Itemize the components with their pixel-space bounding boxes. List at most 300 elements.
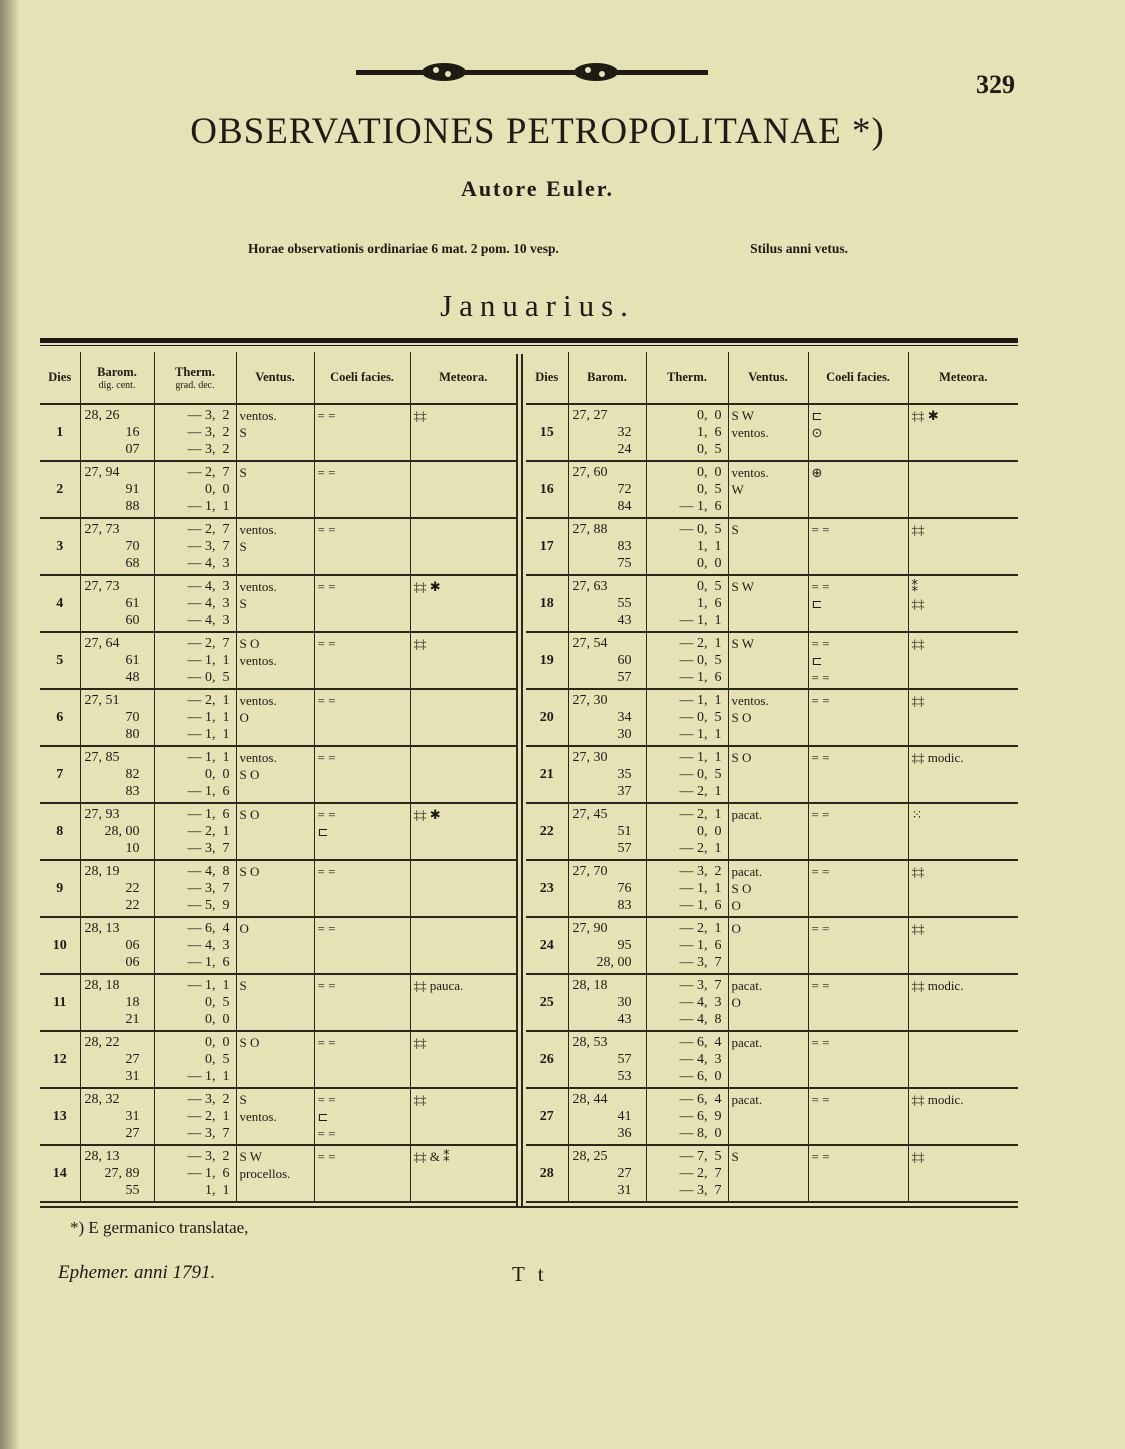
thermometer-value: — 1, 1 — [679, 613, 722, 628]
thermometer-value: — 7, 5 — [679, 1149, 722, 1164]
barometer-value: 57 — [617, 1052, 632, 1067]
sky-readings — [808, 860, 908, 917]
sky-readings — [314, 404, 410, 461]
meteora-readings — [410, 689, 516, 746]
day-number: 1 — [40, 404, 80, 461]
thermometer-value: — 3, 7 — [679, 978, 722, 993]
sky-value: ⊙ — [811, 425, 823, 440]
thermometer-readings — [646, 518, 728, 575]
thermometer-readings — [154, 917, 236, 974]
sky-readings — [808, 404, 908, 461]
header-ventus: Ventus. — [728, 352, 808, 404]
meteora-value: ‡‡ — [413, 636, 427, 651]
barometer-readings — [80, 803, 154, 860]
meteora-readings — [410, 1145, 516, 1202]
wind-value: S O — [239, 864, 260, 879]
table-row — [40, 803, 516, 860]
thermometer-value: 0, 0 — [205, 1035, 230, 1050]
barometer-readings — [80, 575, 154, 632]
wind-readings — [236, 575, 314, 632]
thermometer-value: — 1, 1 — [187, 499, 230, 514]
thermometer-value: 0, 5 — [697, 482, 722, 497]
meteora-value: ‡‡ — [413, 1092, 427, 1107]
table-row — [40, 974, 516, 1031]
thermometer-value: — 3, 7 — [187, 539, 230, 554]
barometer-readings — [80, 461, 154, 518]
wind-value: S O — [731, 750, 752, 765]
sky-value: = = — [317, 1149, 336, 1164]
thermometer-value: 1, 6 — [697, 425, 722, 440]
top-thick-rule — [40, 338, 1018, 343]
meteora-readings — [410, 575, 516, 632]
thermometer-value: 1, 6 — [697, 596, 722, 611]
sky-readings — [808, 746, 908, 803]
sky-value: = = — [317, 693, 336, 708]
thermometer-value: — 3, 2 — [187, 1092, 230, 1107]
day-number: 8 — [40, 803, 80, 860]
barometer-readings — [568, 1088, 646, 1145]
barometer-readings — [80, 1145, 154, 1202]
header-barom: Barom. — [568, 352, 646, 404]
meteora-value: ‡‡ — [413, 1035, 427, 1050]
barometer-readings — [568, 1031, 646, 1088]
thermometer-value: — 1, 6 — [679, 499, 722, 514]
day-number: 27 — [526, 1088, 568, 1145]
header-dies: Dies — [40, 352, 80, 404]
barometer-value: 75 — [617, 556, 632, 571]
thermometer-value: — 1, 1 — [187, 653, 230, 668]
wind-value: W — [731, 482, 744, 497]
observation-hours: Horae observationis ordinariae 6 mat. 2 pom. 10 vesp. — [248, 241, 559, 256]
meteora-value: ⁙ — [911, 807, 923, 822]
header-therm: Therm. grad. dec. — [154, 352, 236, 404]
wind-value: ventos. — [239, 522, 277, 537]
wind-value: S O — [239, 1035, 260, 1050]
barometer-value: 06 — [125, 955, 140, 970]
meteora-value: ‡‡ ✱ — [413, 579, 441, 594]
thermometer-value: — 4, 3 — [187, 596, 230, 611]
page-number: 329 — [976, 70, 1015, 99]
meteora-value: ‡‡ ✱ — [911, 408, 939, 423]
barometer-value: 10 — [125, 841, 140, 856]
wind-readings — [236, 803, 314, 860]
table-row — [526, 860, 1018, 917]
barometer-value: 27, 89 — [104, 1166, 140, 1181]
wind-value: pacat. — [731, 978, 763, 993]
day-number: 20 — [526, 689, 568, 746]
thermometer-readings — [154, 461, 236, 518]
barometer-value: 30 — [617, 995, 632, 1010]
day-number: 3 — [40, 518, 80, 575]
barometer-readings — [568, 518, 646, 575]
table-row — [40, 461, 516, 518]
wind-value: ventos. — [239, 408, 277, 423]
sky-value: = = — [317, 465, 336, 480]
thermometer-value: 0, 0 — [697, 465, 722, 480]
barometer-value: 88 — [125, 499, 140, 514]
day-number: 26 — [526, 1031, 568, 1088]
barometer-value: 28, 13 — [84, 921, 120, 936]
barometer-value: 34 — [617, 710, 632, 725]
center-double-divider — [516, 354, 523, 1206]
sky-value: = = — [811, 1035, 830, 1050]
meteora-readings — [410, 860, 516, 917]
thermometer-value: — 4, 3 — [679, 1052, 722, 1067]
day-number: 9 — [40, 860, 80, 917]
barometer-value: 18 — [125, 995, 140, 1010]
barometer-value: 27 — [125, 1126, 140, 1141]
meteora-readings — [908, 632, 1018, 689]
meteora-value: ‡‡ — [911, 1149, 925, 1164]
observation-hours-line — [248, 241, 848, 257]
barometer-value: 41 — [617, 1109, 632, 1124]
wind-readings — [236, 404, 314, 461]
thermometer-value: — 3, 2 — [187, 1149, 230, 1164]
barometer-value: 51 — [617, 824, 632, 839]
style-note: Stilus anni vetus. — [750, 241, 848, 256]
day-number: 19 — [526, 632, 568, 689]
sky-value: = = — [317, 978, 336, 993]
sky-value: ⊏ — [811, 653, 823, 668]
meteora-value: ‡‡ & ⁑ — [413, 1149, 450, 1164]
wind-value: O — [731, 898, 741, 913]
meteora-readings — [908, 689, 1018, 746]
signature-mark: T t — [512, 1262, 548, 1286]
thermometer-readings — [154, 632, 236, 689]
sky-readings — [808, 575, 908, 632]
day-number: 18 — [526, 575, 568, 632]
barometer-value: 16 — [125, 425, 140, 440]
sky-value: = = — [317, 1092, 336, 1107]
barometer-value: 72 — [617, 482, 632, 497]
barometer-value: 27 — [125, 1052, 140, 1067]
meteora-readings — [908, 575, 1018, 632]
barometer-value: 28, 44 — [572, 1092, 608, 1107]
header-meteora: Meteora. — [908, 352, 1018, 404]
wind-readings — [728, 1088, 808, 1145]
barometer-readings — [568, 632, 646, 689]
meteora-readings — [908, 461, 1018, 518]
sky-readings — [808, 974, 908, 1031]
barometer-readings — [568, 1145, 646, 1202]
wind-readings — [728, 404, 808, 461]
meteora-value: ‡‡ ✱ — [413, 807, 441, 822]
thermometer-readings — [646, 404, 728, 461]
sky-readings — [808, 689, 908, 746]
meteora-readings — [908, 803, 1018, 860]
meteora-readings — [410, 404, 516, 461]
barometer-value: 70 — [125, 710, 140, 725]
meteora-value: ‡‡ — [911, 636, 925, 651]
table-row — [526, 518, 1018, 575]
meteora-readings — [908, 1031, 1018, 1088]
day-number: 22 — [526, 803, 568, 860]
thermometer-value: 0, 0 — [697, 556, 722, 571]
thermometer-value: — 1, 6 — [187, 784, 230, 799]
barometer-value: 55 — [617, 596, 632, 611]
sky-readings — [808, 1145, 908, 1202]
day-number: 11 — [40, 974, 80, 1031]
sky-value: = = — [317, 579, 336, 594]
thermometer-value: — 0, 5 — [187, 670, 230, 685]
sky-value: = = — [811, 670, 830, 685]
sky-value: = = — [317, 1035, 336, 1050]
thermometer-value: — 2, 7 — [187, 465, 230, 480]
author-line: Autore Euler. — [460, 176, 615, 201]
table-row — [526, 1088, 1018, 1145]
wind-value: S — [731, 522, 739, 537]
meteora-readings — [908, 746, 1018, 803]
sky-readings — [314, 461, 410, 518]
sky-value: = = — [811, 864, 830, 879]
sky-readings — [808, 461, 908, 518]
meteora-readings — [410, 803, 516, 860]
barometer-value: 83 — [617, 539, 632, 554]
barometer-value: 27, 63 — [572, 579, 608, 594]
barometer-readings — [568, 860, 646, 917]
barometer-value: 27, 94 — [84, 465, 120, 480]
barometer-value: 27, 30 — [572, 693, 608, 708]
thermometer-readings — [646, 860, 728, 917]
barometer-readings — [80, 1088, 154, 1145]
thermometer-value: — 2, 1 — [679, 921, 722, 936]
barometer-value: 24 — [617, 442, 632, 457]
meteora-value: ‡‡ modic. — [911, 750, 964, 765]
page-edge-shadow — [0, 0, 20, 1449]
sky-readings — [314, 803, 410, 860]
wind-value: ventos. — [239, 653, 277, 668]
table-row — [40, 575, 516, 632]
thermometer-value: 0, 0 — [697, 408, 722, 423]
thermometer-readings — [154, 689, 236, 746]
footnote: *) E germanico translatae, — [70, 1218, 249, 1237]
header-coeli: Coeli facies. — [314, 352, 410, 404]
sky-readings — [808, 1031, 908, 1088]
thermometer-value: — 0, 5 — [679, 653, 722, 668]
thermometer-value: — 1, 1 — [679, 693, 722, 708]
thermometer-value: — 6, 4 — [187, 921, 230, 936]
barometer-value: 60 — [125, 613, 140, 628]
wind-value: S W — [239, 1149, 263, 1164]
day-number: 6 — [40, 689, 80, 746]
thermometer-value: — 4, 8 — [679, 1012, 722, 1027]
barometer-value: 82 — [125, 767, 140, 782]
barometer-readings — [568, 575, 646, 632]
barometer-value: 27, 90 — [572, 921, 608, 936]
barometer-value: 06 — [125, 938, 140, 953]
header-dies: Dies — [526, 352, 568, 404]
wind-readings — [236, 689, 314, 746]
sky-value: = = — [317, 522, 336, 537]
thermometer-readings — [154, 1031, 236, 1088]
thermometer-value: — 6, 9 — [679, 1109, 722, 1124]
table-row — [40, 1145, 516, 1202]
meteora-readings — [908, 860, 1018, 917]
barometer-value: 57 — [617, 841, 632, 856]
barometer-value: 27, 88 — [572, 522, 608, 537]
wind-value: ventos. — [731, 465, 769, 480]
sky-value: ⊏ — [811, 596, 823, 611]
wind-value: O — [239, 710, 249, 725]
thermometer-readings — [646, 917, 728, 974]
thermometer-readings — [646, 974, 728, 1031]
barometer-value: 60 — [617, 653, 632, 668]
meteora-readings — [410, 917, 516, 974]
wind-readings — [728, 689, 808, 746]
day-number: 10 — [40, 917, 80, 974]
barometer-value: 27, 73 — [84, 522, 120, 537]
barometer-value: 28, 19 — [84, 864, 120, 879]
barometer-value: 28, 25 — [572, 1149, 608, 1164]
barometer-readings — [568, 803, 646, 860]
barometer-value: 27, 54 — [572, 636, 608, 651]
thermometer-value: — 1, 6 — [679, 898, 722, 913]
day-number: 14 — [40, 1145, 80, 1202]
thermometer-readings — [154, 746, 236, 803]
barometer-value: 28, 18 — [84, 978, 120, 993]
top-thin-rule — [40, 345, 1018, 346]
barometer-value: 53 — [617, 1069, 632, 1084]
meteora-value: ‡‡ — [911, 693, 925, 708]
meteora-value: ⁑ — [911, 579, 918, 594]
wind-readings — [728, 746, 808, 803]
barometer-value: 43 — [617, 613, 632, 628]
barometer-value: 27, 60 — [572, 465, 608, 480]
header-coeli: Coeli facies. — [808, 352, 908, 404]
barometer-value: 70 — [125, 539, 140, 554]
barometer-value: 43 — [617, 1012, 632, 1027]
barometer-value: 76 — [617, 881, 632, 896]
table-row — [40, 632, 516, 689]
barometer-value: 57 — [617, 670, 632, 685]
barometer-readings — [568, 461, 646, 518]
wind-readings — [728, 461, 808, 518]
sky-value: = = — [811, 693, 830, 708]
sky-readings — [314, 860, 410, 917]
sky-readings — [808, 803, 908, 860]
barometer-readings — [80, 518, 154, 575]
barometer-value: 27, 70 — [572, 864, 608, 879]
thermometer-value: — 2, 1 — [679, 807, 722, 822]
meteora-readings — [410, 518, 516, 575]
wind-value: S W — [731, 408, 755, 423]
thermometer-value: 0, 0 — [697, 824, 722, 839]
thermometer-readings — [646, 1088, 728, 1145]
thermometer-readings — [154, 1088, 236, 1145]
wind-value: S — [239, 539, 247, 554]
sky-readings — [808, 917, 908, 974]
wind-value: O — [731, 921, 741, 936]
table-row — [40, 689, 516, 746]
sky-value: = = — [317, 636, 336, 651]
barometer-value: 61 — [125, 596, 140, 611]
thermometer-readings — [646, 689, 728, 746]
sky-readings — [314, 689, 410, 746]
wind-value: S — [731, 1149, 739, 1164]
wind-readings — [728, 575, 808, 632]
thermometer-value: — 1, 1 — [679, 881, 722, 896]
thermometer-readings — [154, 575, 236, 632]
meteora-readings — [410, 1088, 516, 1145]
wind-value: S — [239, 425, 247, 440]
barometer-value: 27, 64 — [84, 636, 120, 651]
day-number: 12 — [40, 1031, 80, 1088]
sky-value: = = — [317, 408, 336, 423]
barometer-readings — [568, 974, 646, 1031]
barometer-readings — [568, 917, 646, 974]
thermometer-value: — 1, 1 — [187, 727, 230, 742]
barometer-readings — [568, 746, 646, 803]
thermometer-value: — 3, 7 — [679, 955, 722, 970]
thermometer-value: — 1, 6 — [679, 670, 722, 685]
wind-value: S W — [731, 579, 755, 594]
wind-value: S O — [731, 881, 752, 896]
thermometer-value: — 5, 9 — [187, 898, 230, 913]
barometer-readings — [80, 632, 154, 689]
sky-readings — [314, 518, 410, 575]
table-row — [526, 461, 1018, 518]
wind-value: pacat. — [731, 864, 763, 879]
barometer-value: 31 — [125, 1069, 140, 1084]
wind-readings — [236, 518, 314, 575]
sky-value: = = — [811, 978, 830, 993]
wind-readings — [236, 860, 314, 917]
thermometer-value: — 1, 6 — [187, 1166, 230, 1181]
thermometer-value: 1, 1 — [205, 1183, 230, 1198]
header-barom: Barom. dig. cent. — [80, 352, 154, 404]
thermometer-readings — [154, 860, 236, 917]
table-row — [40, 404, 516, 461]
barometer-readings — [80, 746, 154, 803]
day-number: 5 — [40, 632, 80, 689]
barometer-value: 84 — [617, 499, 632, 514]
wind-value: S O — [239, 636, 260, 651]
thermometer-readings — [646, 746, 728, 803]
table-row — [526, 689, 1018, 746]
barometer-value: 31 — [125, 1109, 140, 1124]
thermometer-value: — 6, 4 — [679, 1035, 722, 1050]
thermometer-readings — [154, 803, 236, 860]
thermometer-readings — [646, 575, 728, 632]
thermometer-value: — 0, 5 — [679, 710, 722, 725]
thermometer-value: — 1, 1 — [679, 727, 722, 742]
sky-readings — [808, 518, 908, 575]
barometer-value: 37 — [617, 784, 632, 799]
sky-value: = = — [811, 1092, 830, 1107]
barometer-value: 35 — [617, 767, 632, 782]
barometer-value: 22 — [125, 881, 140, 896]
thermometer-value: — 0, 5 — [679, 522, 722, 537]
sky-value: = = — [317, 921, 336, 936]
barometer-value: 28, 53 — [572, 1035, 608, 1050]
wind-readings — [236, 917, 314, 974]
thermometer-readings — [154, 974, 236, 1031]
meteora-value: ‡‡ modic. — [911, 1092, 964, 1107]
day-number: 21 — [526, 746, 568, 803]
wind-readings — [728, 803, 808, 860]
barometer-value: 32 — [617, 425, 632, 440]
wind-value: S O — [239, 767, 260, 782]
sky-readings — [808, 1088, 908, 1145]
thermometer-value: — 2, 7 — [187, 636, 230, 651]
day-number: 25 — [526, 974, 568, 1031]
header-ventus: Ventus. — [236, 352, 314, 404]
decorative-ornament-rule — [356, 62, 708, 84]
sky-value: = = — [811, 807, 830, 822]
weather-table-left — [40, 352, 516, 1203]
wind-readings — [728, 860, 808, 917]
thermometer-value: — 2, 1 — [679, 784, 722, 799]
